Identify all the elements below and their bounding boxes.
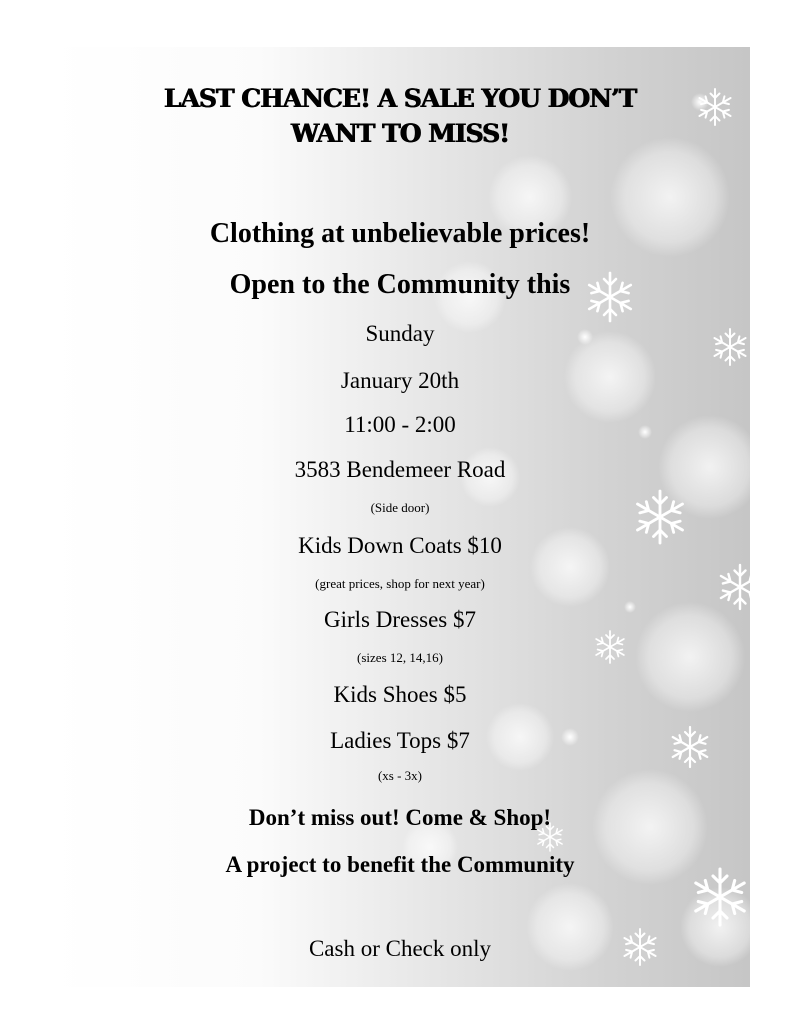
sale-address: 3583 Bendemeer Road	[294, 457, 506, 482]
headline-line-2: WANT TO MISS!	[290, 119, 510, 148]
item-kids-down-coats-note: (great prices, shop for next year)	[315, 576, 485, 591]
item-ladies-tops-note: (xs - 3x)	[377, 768, 423, 783]
headline-line-1: LAST CHANCE! A SALE YOU DON’T	[163, 84, 637, 113]
sale-date: January 20th	[340, 368, 460, 393]
item-ladies-tops: Ladies Tops $7	[330, 728, 470, 753]
item-kids-down-coats: Kids Down Coats $10	[298, 533, 502, 558]
item-girls-dresses-note: (sizes 12, 14,16)	[357, 650, 443, 665]
call-to-action: Don’t miss out! Come & Shop!	[248, 805, 552, 830]
item-kids-shoes: Kids Shoes $5	[333, 682, 467, 707]
sale-time: 11:00 - 2:00	[344, 412, 456, 437]
tagline: Clothing at unbelievable prices!	[209, 218, 591, 249]
open-to-community-line: Open to the Community this	[229, 269, 571, 300]
item-girls-dresses: Girls Dresses $7	[323, 607, 477, 632]
payment-note: Cash or Check only	[308, 936, 492, 961]
sale-day: Sunday	[365, 321, 435, 346]
benefit-statement: A project to benefit the Community	[225, 852, 575, 877]
entrance-note: (Side door)	[370, 500, 430, 515]
